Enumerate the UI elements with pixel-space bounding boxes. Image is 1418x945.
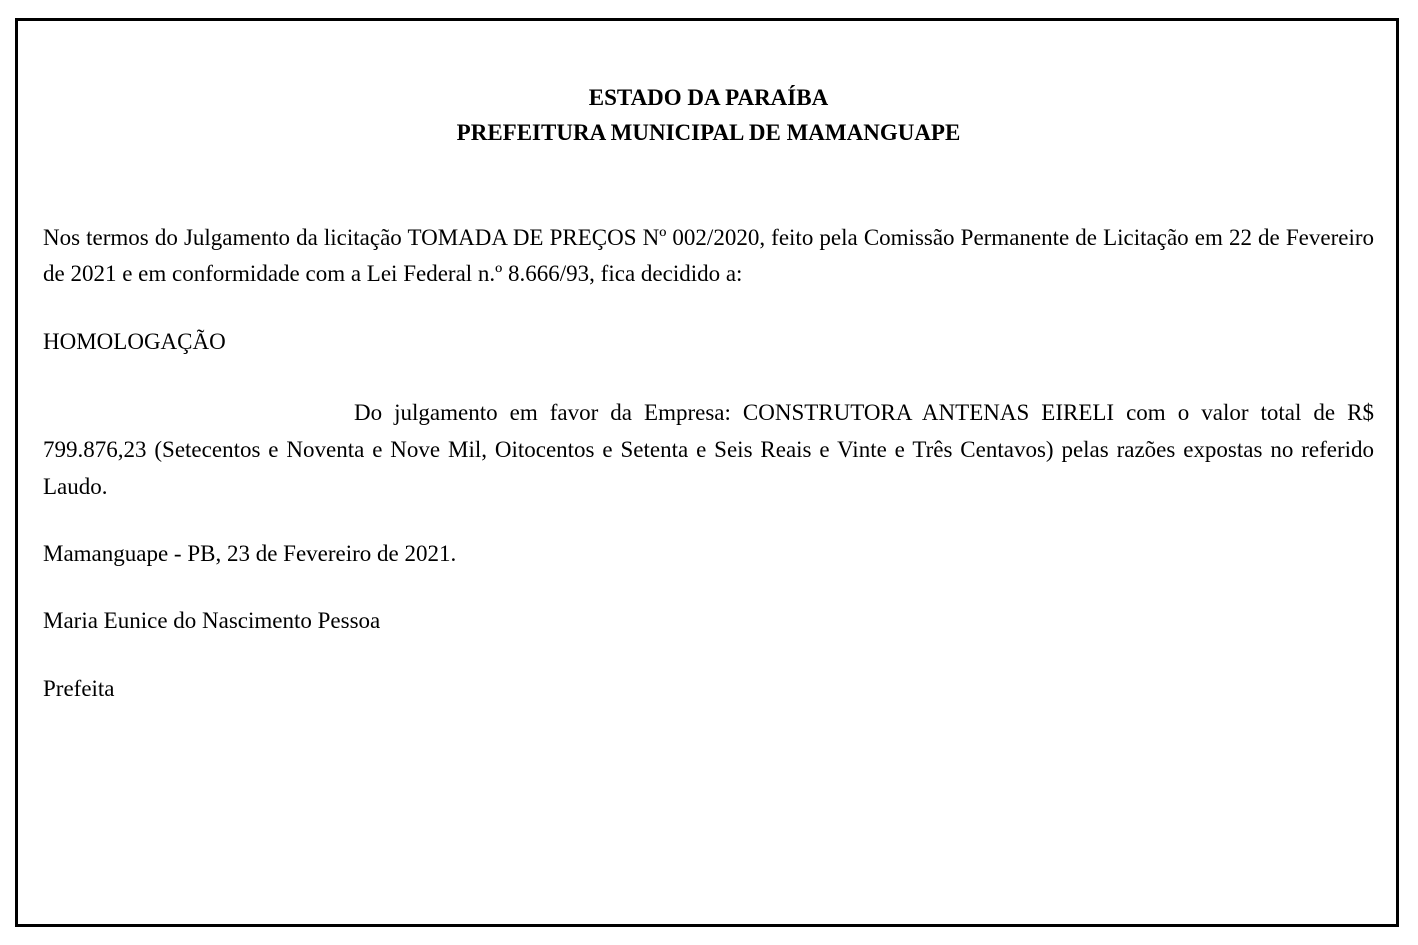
municipality-heading: PREFEITURA MUNICIPAL DE MAMANGUAPE: [456, 120, 961, 145]
signatory-role: Prefeita: [43, 676, 115, 701]
state-heading: ESTADO DA PARAÍBA: [588, 85, 829, 110]
place-date: Mamanguape - PB, 23 de Fevereiro de 2021.: [43, 541, 457, 566]
intro-paragraph: Nos termos do Julgamento da licitação TOMADA DE PREÇOS Nº 002/2020, feito pela Comissão Permanente de Licitação em 22 de Fevereiro de 2021 e em conformidade com a Lei Federal n.º 8.666/93, fica decidido a:: [43, 225, 1374, 286]
award-paragraph: Do julgamento em favor da Empresa: CONSTRUTORA ANTENAS EIRELI com o valor total de R$ 799.876,23 (Setecentos e Noventa e Nove Mil, Oitocentos e Setenta e Seis Reais e Vinte e Três Centavos) pelas razões expostas no referido Laudo.: [43, 400, 1374, 499]
signatory-name: Maria Eunice do Nascimento Pessoa: [43, 608, 381, 633]
homologation-heading: HOMOLOGAÇÃO: [43, 329, 226, 354]
